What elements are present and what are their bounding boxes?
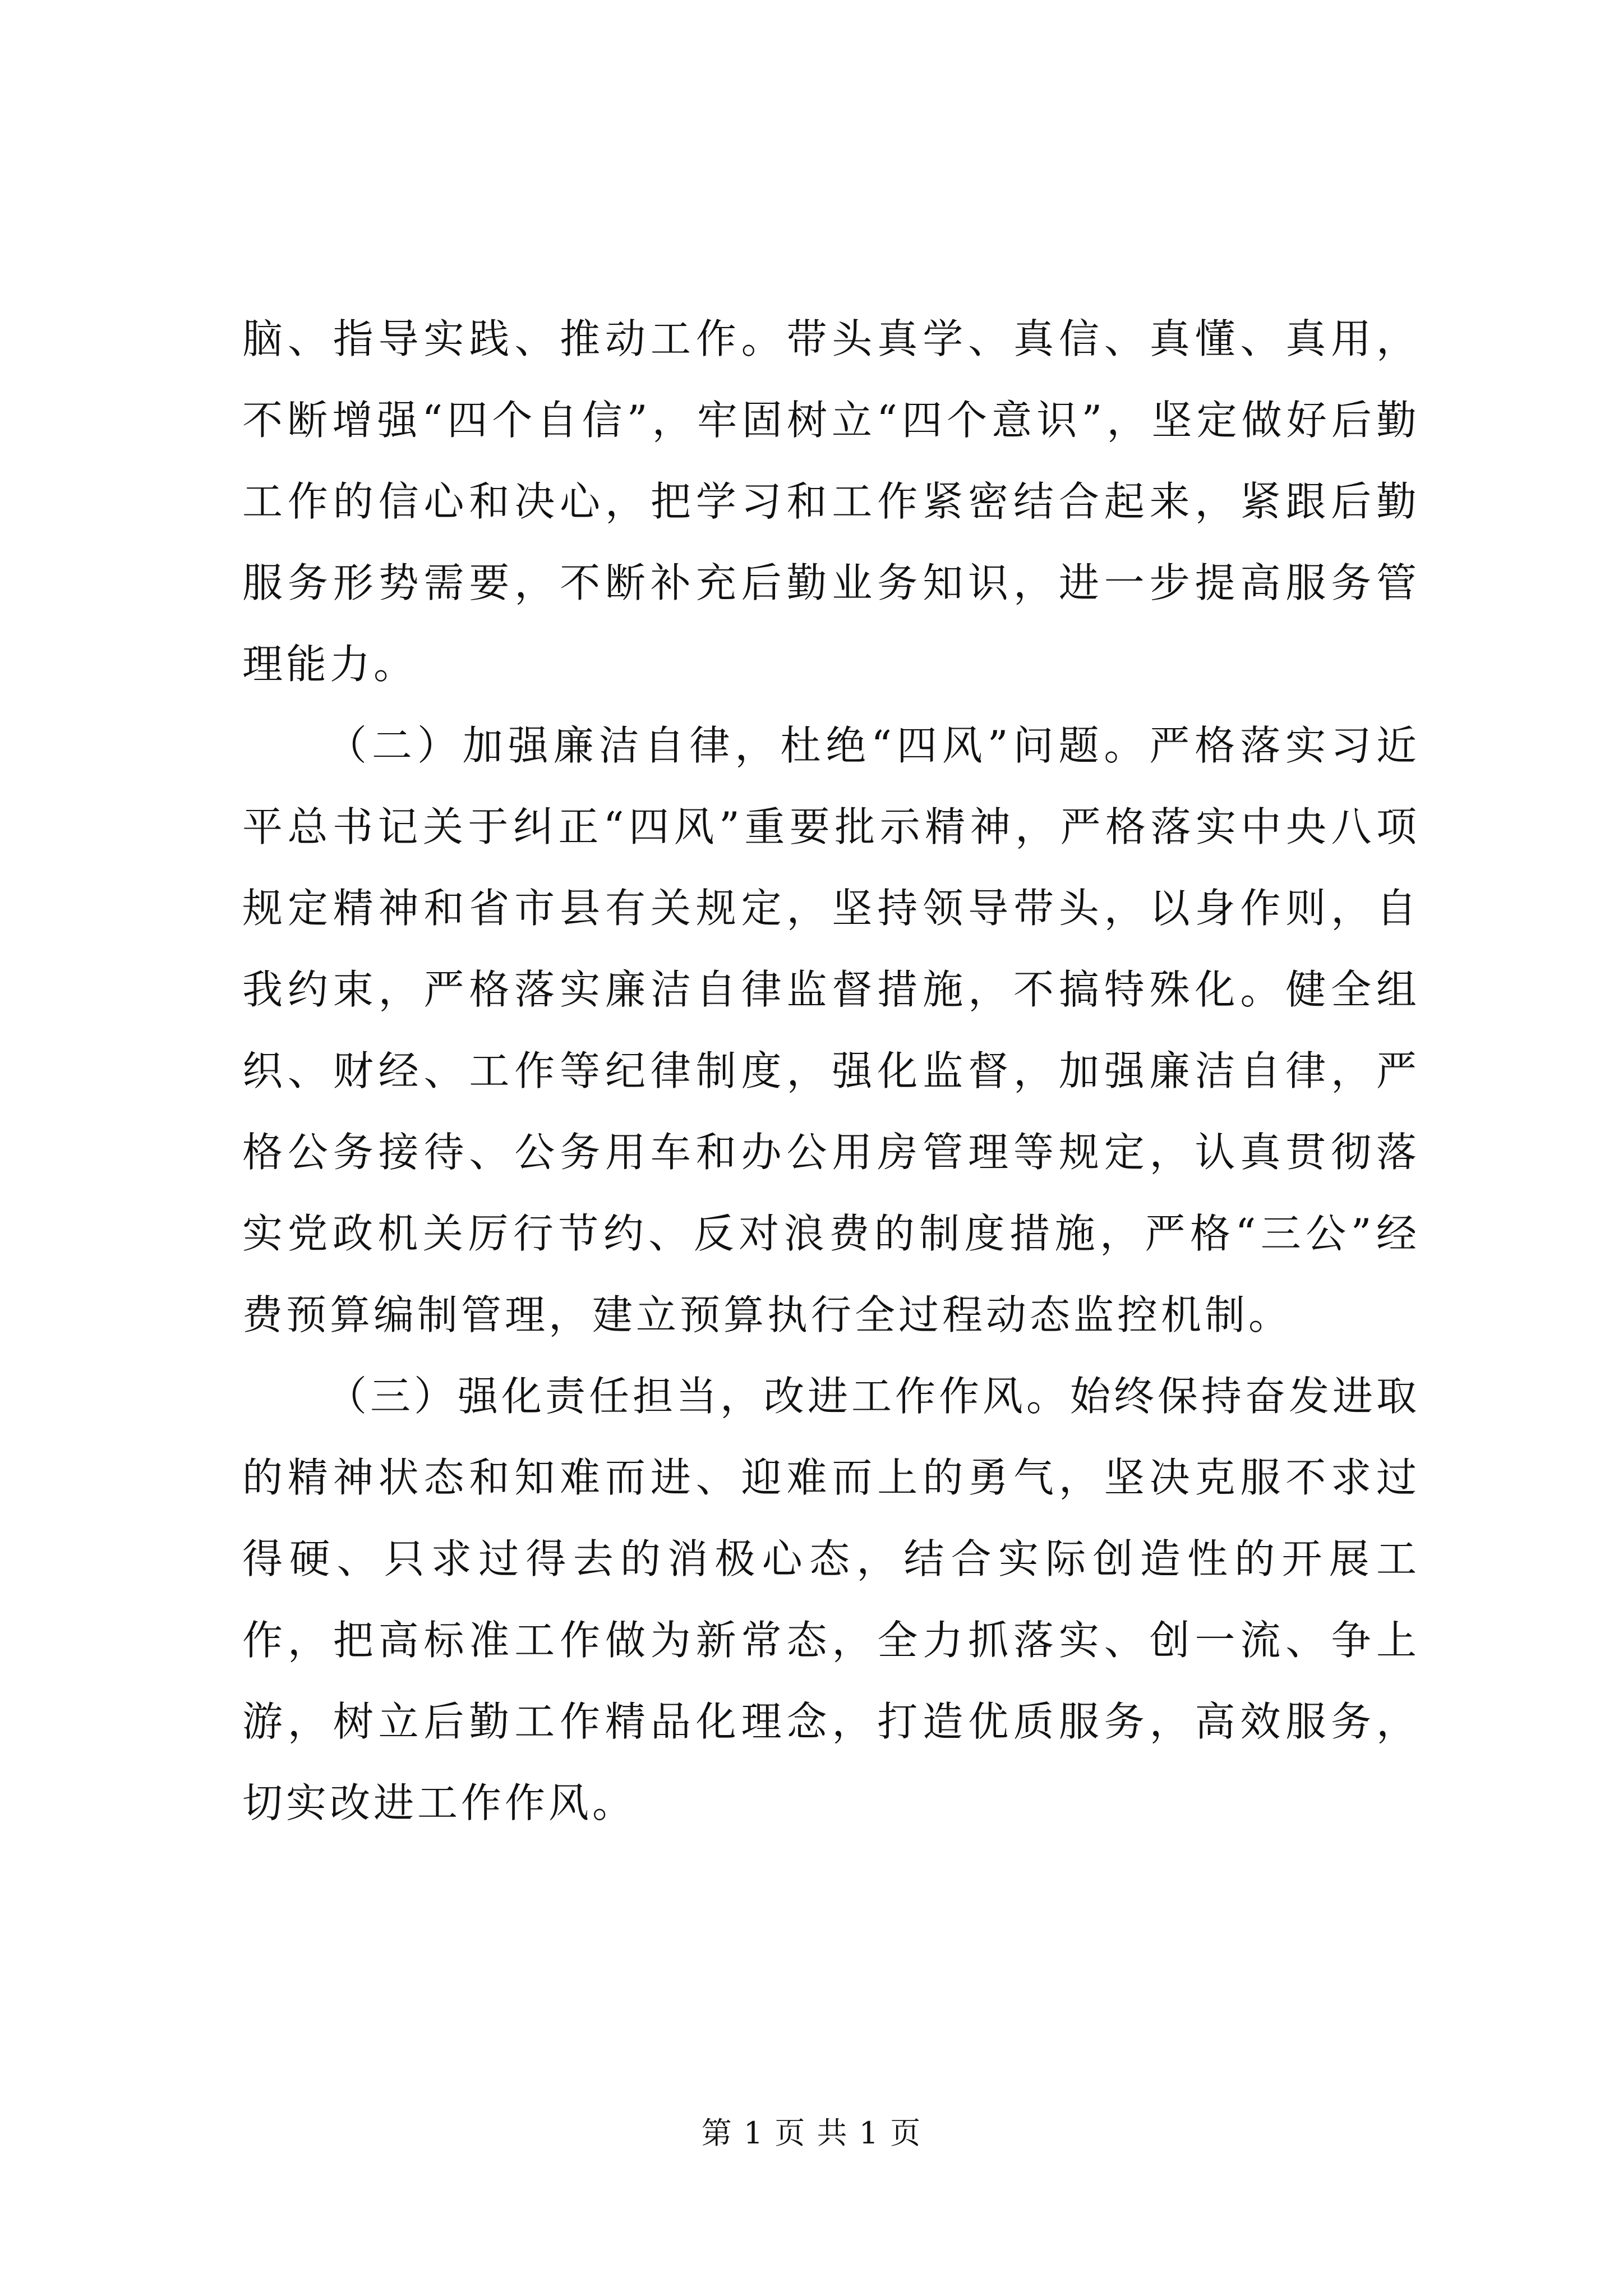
paragraph-section-3: （三）强化责任担当，改进工作作风。始终保持奋发进取的精神状态和知难而进、迎难而上的勇气，坚决克服不求过得硬、只求过得去的消极心态，结合实际创造性的开展工作，把高标准工作做为新常态，全力抓落实、创一流、争上游，树立后勤工作精品化理念，打造优质服务，高效服务，切实改进工作作风。	[242, 1373, 1421, 1826]
paragraph-section-2: （二）加强廉洁自律，杜绝“四风”问题。严格落实习近平总书记关于纠正“四风”重要批示精神，严格落实中央八项规定精神和省市县有关规定，坚持领导带头，以身作则，自我约束，严格落实廉洁自律监督措施，不搞特殊化。健全组织、财经、工作等纪律制度，强化监督，加强廉洁自律，严格公务接待、公务用车和办公用房管理等规定，认真贯彻落实党政机关厉行节约、反对浪费的制度措施，严格“三公”经费预算编制管理，建立预算执行全过程动态监控机制。	[242, 722, 1420, 1338]
document-body	[242, 298, 1420, 1844]
paragraph-continuation: 脑、指导实践、推动工作。带头真学、真信、真懂、真用，不断增强“四个自信”，牢固树立“四个意识”，坚定做好后勤工作的信心和决心，把学习和工作紧密结合起来，紧跟后勤服务形势需要，不断补充后勤业务知识，进一步提高服务管理能力。	[242, 315, 1420, 688]
page-footer: 第 1 页 共 1 页	[701, 2115, 922, 2151]
